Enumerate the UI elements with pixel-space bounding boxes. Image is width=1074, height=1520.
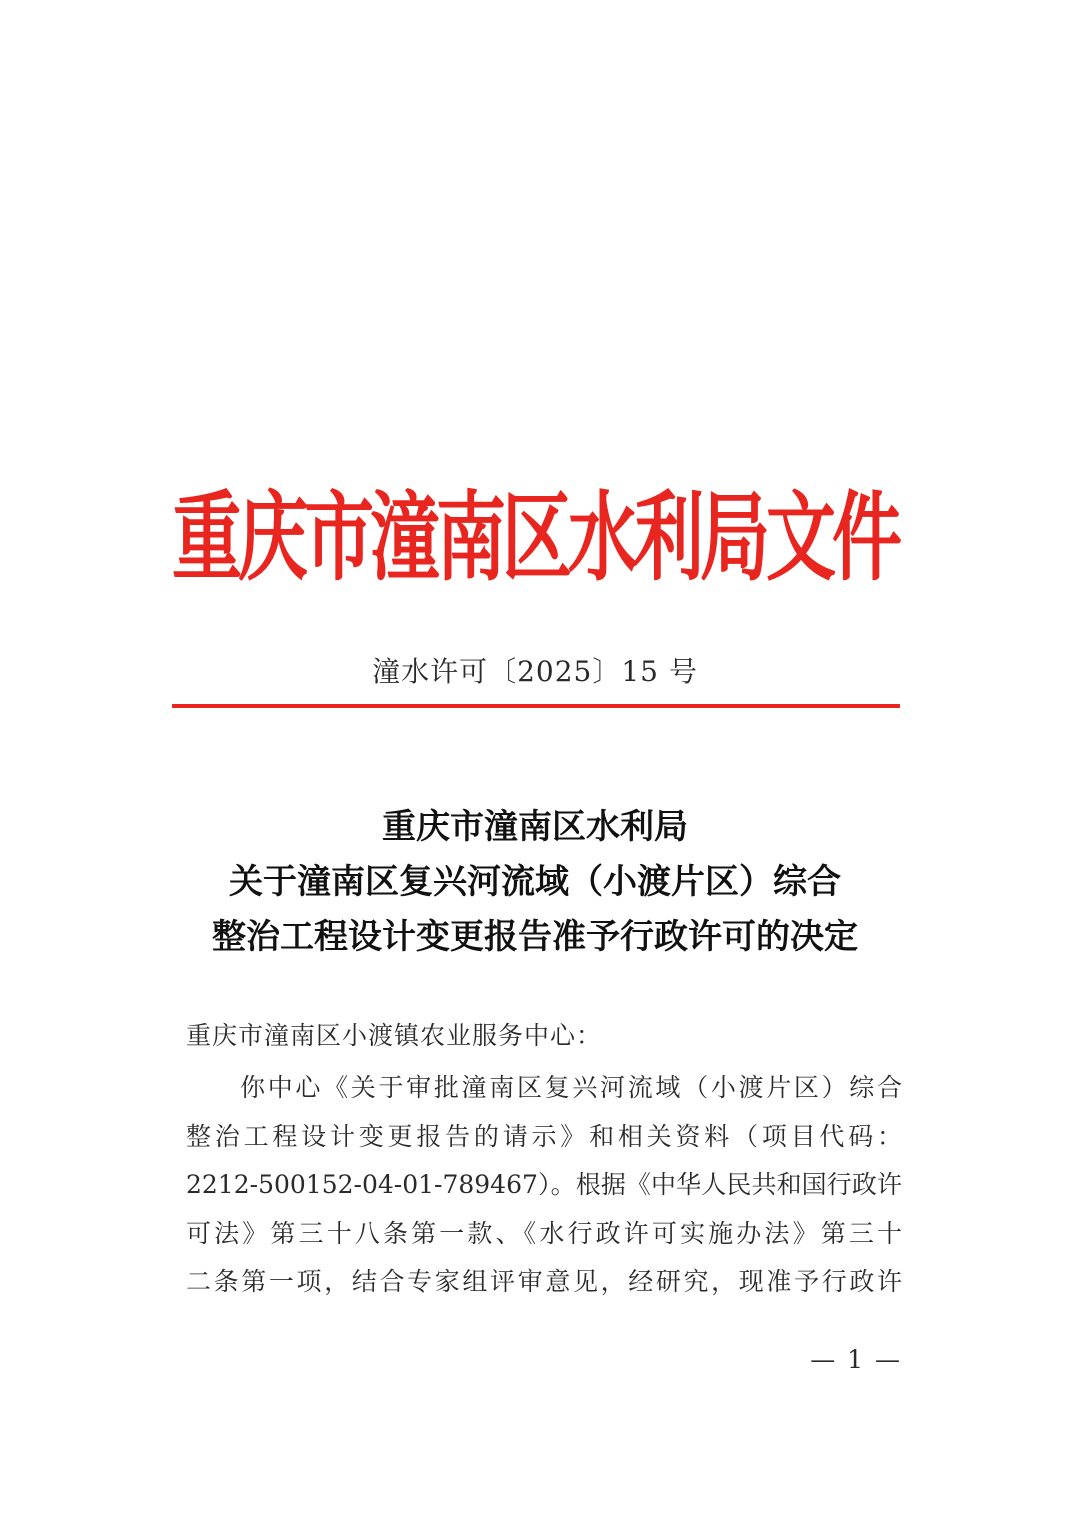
- body-line: 2212-500152-04-01-789467）。根据《中华人民共和国行政许: [186, 1170, 902, 1199]
- page-number: — 1 —: [810, 1345, 902, 1374]
- red-divider-line: [172, 704, 900, 708]
- title-line-1: 重庆市潼南区水利局: [382, 807, 688, 847]
- body-line: 二条第一项，结合专家组评审意见，经研究，现准予行政许: [186, 1267, 902, 1296]
- masthead-title: [170, 465, 900, 595]
- addressee: 重庆市潼南区小渡镇农业服务中心：: [186, 1021, 603, 1050]
- body-text: [186, 1068, 902, 1311]
- document-title: [150, 800, 920, 965]
- body-line: 你中心《关于审批潼南区复兴河流域（小渡片区）综合: [240, 1073, 902, 1102]
- document-number: 潼水许可〔2025〕15 号: [372, 655, 698, 688]
- masthead-text: 重庆市潼南区水利局文件: [172, 481, 898, 595]
- title-line-3: 整治工程设计变更报告准予行政许可的决定: [212, 917, 858, 957]
- title-line-2: 关于潼南区复兴河流域（小渡片区）综合: [229, 862, 841, 902]
- body-line: 整治工程设计变更报告的请示》和相关资料（项目代码：: [186, 1121, 902, 1151]
- body-line: 可法》第三十八条第一款、《水行政许可实施办法》第三十: [186, 1218, 902, 1248]
